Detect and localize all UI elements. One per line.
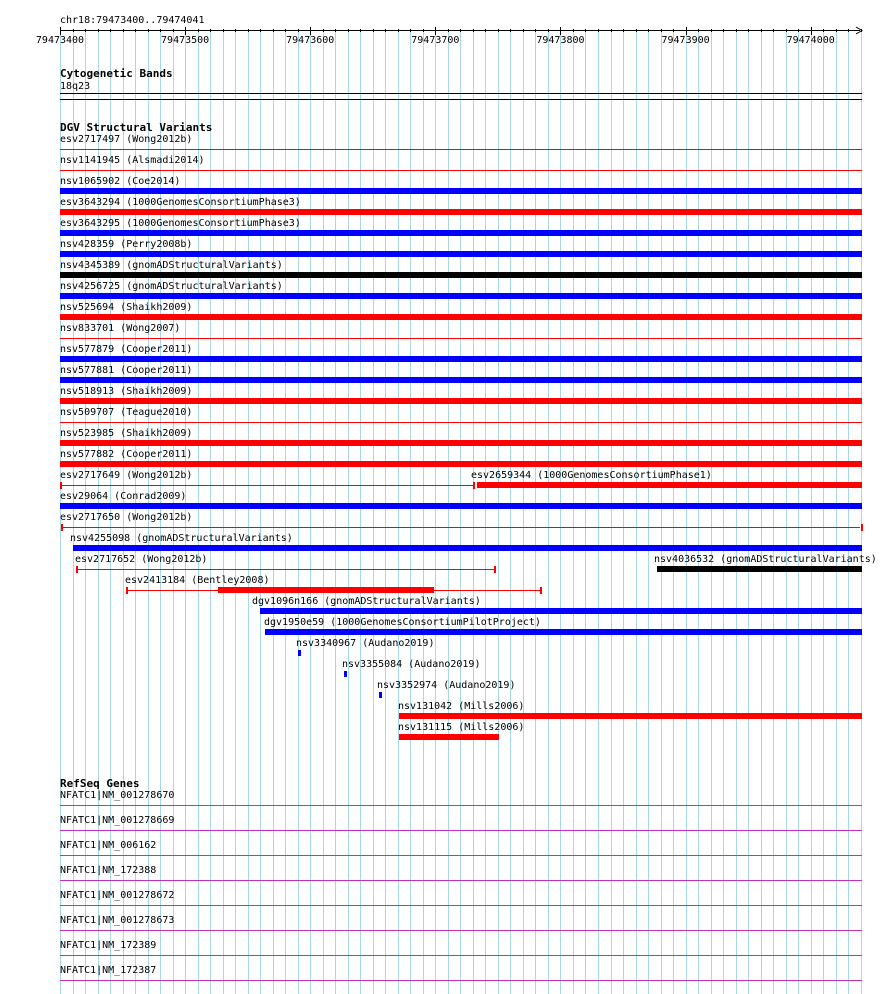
refseq-gene-intron-line[interactable] — [60, 805, 862, 806]
refseq-gene-intron-line[interactable] — [60, 955, 862, 956]
dgv-feature-bar[interactable] — [60, 272, 862, 278]
dgv-feature-label[interactable]: esv2717650 (Wong2012b) — [60, 512, 193, 523]
refseq-gene-label[interactable]: NFATC1|NM_172387 — [60, 965, 157, 976]
dgv-feature-bar[interactable] — [60, 422, 862, 423]
dgv-feature-label[interactable]: nsv3352974 (Audano2019) — [377, 680, 516, 691]
dgv-feature-bar[interactable] — [60, 398, 862, 404]
dgv-feature-bar[interactable] — [399, 713, 862, 719]
dgv-feature-endcap — [494, 566, 496, 573]
dgv-feature-label[interactable]: nsv428359 (Perry2008b) — [60, 239, 193, 250]
dgv-feature-bar[interactable] — [60, 461, 862, 467]
ruler-tick-label: 79473700 — [411, 35, 460, 46]
dgv-feature-bar[interactable] — [60, 188, 862, 194]
dgv-feature-bar[interactable] — [344, 671, 347, 677]
dgv-feature-bar[interactable] — [73, 545, 862, 551]
dgv-feature-bar[interactable] — [60, 503, 862, 509]
cytoband-bar[interactable] — [60, 93, 862, 94]
ruler-location: chr18:79473400..79474041 — [60, 15, 205, 26]
refseq-gene-label[interactable]: NFATC1|NM_001278673 — [60, 915, 175, 926]
dgv-feature-label[interactable]: esv29064 (Conrad2009) — [60, 491, 187, 502]
dgv-feature-bar[interactable] — [76, 569, 494, 570]
dgv-feature-label[interactable]: esv2413184 (Bentley2008) — [125, 575, 270, 586]
ruler-tick-label: 79473600 — [286, 35, 335, 46]
dgv-feature-bar[interactable] — [61, 527, 860, 528]
dgv-feature-bar[interactable] — [298, 650, 301, 656]
ruler-tick-label: 79473400 — [35, 35, 85, 46]
refseq-gene-label[interactable]: NFATC1|NM_006162 — [60, 840, 157, 851]
dgv-feature-bar[interactable] — [60, 440, 862, 446]
refseq-gene-intron-line[interactable] — [60, 930, 862, 931]
dgv-feature-bar[interactable] — [60, 377, 862, 383]
dgv-feature-label[interactable]: esv2717649 (Wong2012b) — [60, 470, 193, 481]
dgv-feature-bar[interactable] — [60, 356, 862, 362]
dgv-feature-endcap — [76, 566, 78, 573]
dgv-feature-bar[interactable] — [379, 692, 382, 698]
dgv-feature-bar[interactable] — [657, 566, 862, 572]
refseq-gene-intron-line[interactable] — [60, 980, 862, 981]
dgv-feature-label[interactable]: nsv131115 (Mills2006) — [398, 722, 525, 733]
refseq-gene-intron-line[interactable] — [60, 905, 862, 906]
dgv-feature-bar[interactable] — [60, 293, 862, 299]
dgv-feature-label[interactable]: nsv577879 (Cooper2011) — [60, 344, 193, 355]
refseq-track-title: RefSeq Genes — [60, 777, 140, 790]
dgv-feature-label[interactable]: nsv577881 (Cooper2011) — [60, 365, 193, 376]
dgv-feature-label[interactable]: nsv1065902 (Coe2014) — [60, 176, 181, 187]
dgv-feature-bar[interactable] — [265, 629, 862, 635]
dgv-feature-label[interactable]: nsv4255098 (gnomADStructuralVariants) — [70, 533, 293, 544]
dgv-feature-label[interactable]: esv3643295 (1000GenomesConsortiumPhase3) — [60, 218, 301, 229]
dgv-feature-bar[interactable] — [399, 734, 499, 740]
dgv-feature-bar[interactable] — [60, 338, 862, 339]
dgv-feature-label[interactable]: nsv833701 (Wong2007) — [60, 323, 181, 334]
dgv-feature-label[interactable]: dgv1950e59 (1000GenomesConsortiumPilotProject) — [264, 617, 541, 628]
ruler-tick-label: 79473900 — [661, 35, 710, 46]
refseq-gene-label[interactable]: NFATC1|NM_001278672 — [60, 890, 175, 901]
dgv-feature-bar[interactable] — [60, 230, 862, 236]
dgv-feature-bar[interactable] — [60, 209, 862, 215]
dgv-feature-label[interactable]: esv2717497 (Wong2012b) — [60, 134, 193, 145]
dgv-track-title: DGV Structural Variants — [60, 121, 213, 134]
dgv-feature-label[interactable]: nsv4256725 (gnomADStructuralVariants) — [60, 281, 283, 292]
dgv-feature-label[interactable]: esv2659344 (1000GenomesConsortiumPhase1) — [471, 470, 712, 481]
dgv-feature-bar[interactable] — [60, 251, 862, 257]
dgv-feature-bar[interactable] — [218, 587, 434, 593]
refseq-gene-label[interactable]: NFATC1|NM_001278669 — [60, 815, 175, 826]
dgv-feature-label[interactable]: dgv1096n166 (gnomADStructuralVariants) — [252, 596, 481, 607]
dgv-feature-label[interactable]: nsv3340967 (Audano2019) — [296, 638, 435, 649]
dgv-feature-label[interactable]: nsv523985 (Shaikh2009) — [60, 428, 193, 439]
refseq-gene-intron-line[interactable] — [60, 880, 862, 881]
dgv-feature-endcap — [473, 482, 475, 489]
refseq-gene-intron-line[interactable] — [60, 830, 862, 831]
dgv-feature-label[interactable]: nsv518913 (Shaikh2009) — [60, 386, 193, 397]
ruler-tick-label: 79474000 — [786, 35, 835, 46]
dgv-feature-endcap — [60, 482, 62, 489]
dgv-feature-bar[interactable] — [60, 149, 862, 150]
dgv-feature-bar[interactable] — [60, 314, 862, 320]
ruler-tick-label: 79473500 — [161, 35, 210, 46]
dgv-feature-bar[interactable] — [60, 170, 862, 171]
cytoband-track-title: Cytogenetic Bands — [60, 67, 173, 80]
dgv-feature-label[interactable]: nsv1141945 (Alsmadi2014) — [60, 155, 205, 166]
dgv-feature-label[interactable]: nsv577882 (Cooper2011) — [60, 449, 193, 460]
dgv-feature-endcap — [126, 587, 128, 594]
dgv-feature-endcap — [540, 587, 542, 594]
dgv-feature-bar[interactable] — [477, 482, 862, 488]
refseq-gene-label[interactable]: NFATC1|NM_172389 — [60, 940, 157, 951]
cytoband-label[interactable]: 18q23 — [60, 81, 91, 92]
dgv-feature-label[interactable]: nsv4345389 (gnomADStructuralVariants) — [60, 260, 283, 271]
dgv-feature-endcap — [61, 524, 63, 531]
refseq-gene-label[interactable]: NFATC1|NM_001278670 — [60, 790, 175, 801]
dgv-feature-label[interactable]: nsv4036532 (gnomADStructuralVariants) — [654, 554, 877, 565]
ruler-tick-label: 79473800 — [536, 35, 585, 46]
dgv-feature-label[interactable]: nsv525694 (Shaikh2009) — [60, 302, 193, 313]
dgv-feature-label[interactable]: nsv509707 (Teague2010) — [60, 407, 193, 418]
dgv-feature-label[interactable]: esv2717652 (Wong2012b) — [75, 554, 208, 565]
dgv-feature-label[interactable]: nsv3355084 (Audano2019) — [342, 659, 481, 670]
dgv-feature-label[interactable]: esv3643294 (1000GenomesConsortiumPhase3) — [60, 197, 301, 208]
dgv-feature-label[interactable]: nsv131042 (Mills2006) — [398, 701, 525, 712]
dgv-feature-bar[interactable] — [60, 485, 473, 486]
dgv-feature-endcap — [861, 524, 863, 531]
dgv-feature-bar[interactable] — [260, 608, 862, 614]
refseq-gene-intron-line[interactable] — [60, 855, 862, 856]
cytoband-bar-lower — [60, 99, 862, 100]
refseq-gene-label[interactable]: NFATC1|NM_172388 — [60, 865, 157, 876]
